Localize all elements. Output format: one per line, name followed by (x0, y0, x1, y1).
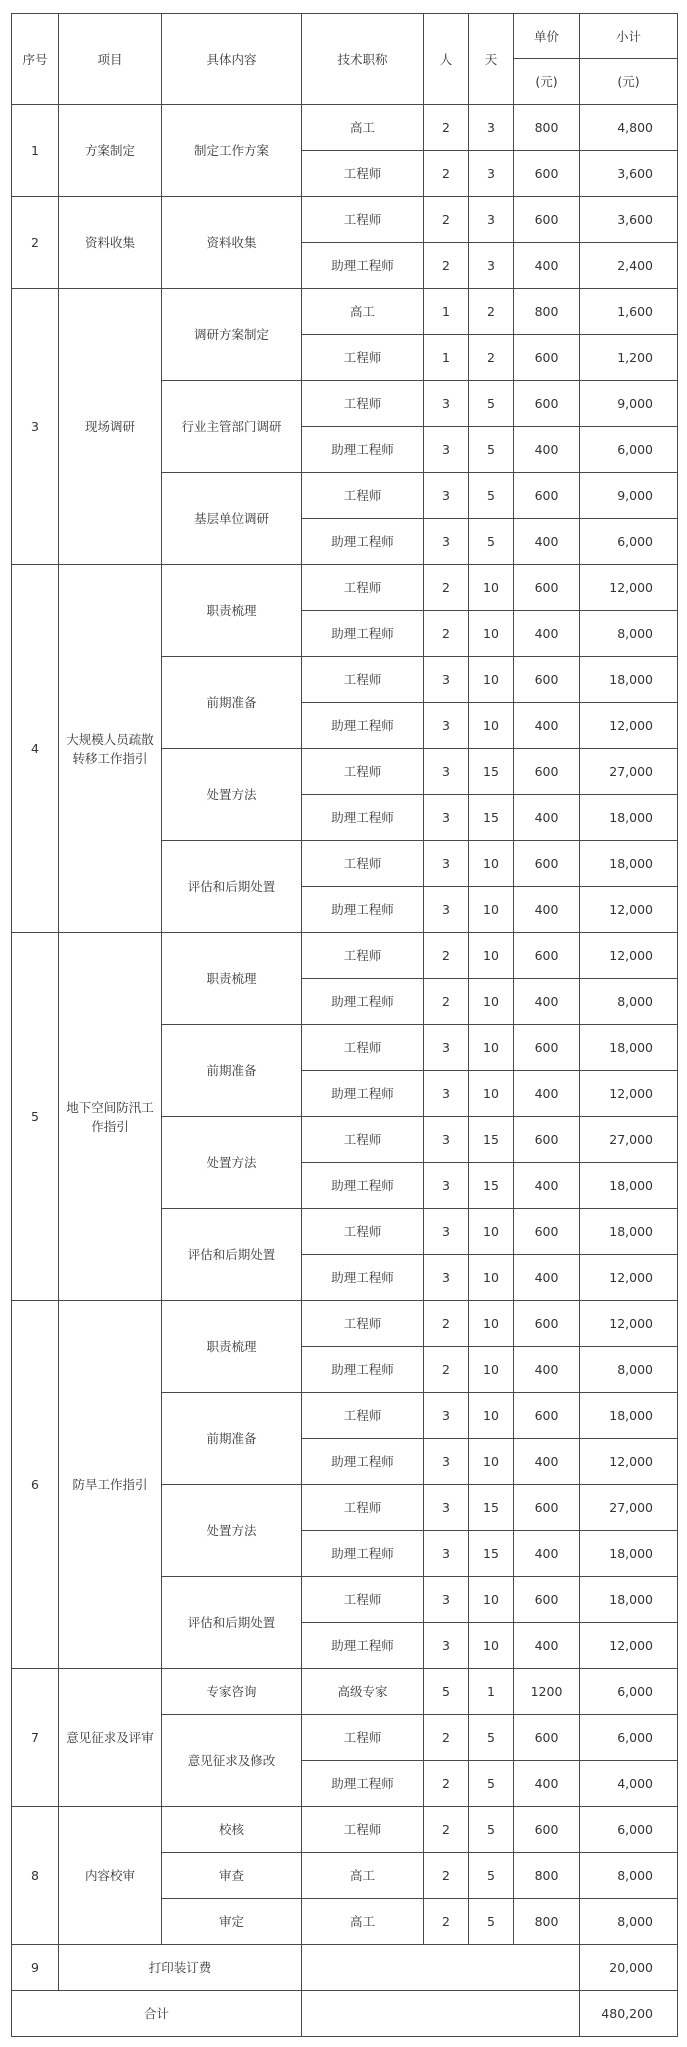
row-subtotal: 6,000 (580, 1807, 678, 1853)
row-subtotal: 8,000 (580, 611, 678, 657)
row-days: 5 (469, 1853, 514, 1899)
row-days: 10 (469, 1209, 514, 1255)
row-days: 10 (469, 1255, 514, 1301)
row-price: 400 (514, 1623, 580, 1669)
row-people: 2 (424, 1899, 469, 1945)
row-content: 处置方法 (162, 749, 302, 841)
row-content: 处置方法 (162, 1117, 302, 1209)
row-title: 工程师 (302, 1577, 424, 1623)
row-title: 工程师 (302, 335, 424, 381)
row-price: 600 (514, 381, 580, 427)
row-days: 5 (469, 519, 514, 565)
header-row (12, 14, 678, 59)
row-days: 2 (469, 289, 514, 335)
row-seq: 1 (12, 105, 59, 197)
row-content: 职责梳理 (162, 1301, 302, 1393)
row-price: 400 (514, 795, 580, 841)
row-price: 600 (514, 1485, 580, 1531)
row-days: 10 (469, 1071, 514, 1117)
row-subtotal: 18,000 (580, 657, 678, 703)
row-subtotal: 8,000 (580, 979, 678, 1025)
row-subtotal: 27,000 (580, 749, 678, 795)
table-row (12, 1807, 678, 1853)
row-subtotal: 6,000 (580, 427, 678, 473)
table-row (12, 197, 678, 243)
total-row (12, 1991, 678, 2037)
row-days: 10 (469, 1439, 514, 1485)
row-price: 600 (514, 1117, 580, 1163)
row-price: 400 (514, 1347, 580, 1393)
row-price: 600 (514, 1393, 580, 1439)
printing-blank (302, 1945, 580, 1991)
row-days: 10 (469, 841, 514, 887)
budget-table-body (12, 14, 678, 2037)
row-people: 3 (424, 1255, 469, 1301)
row-price: 600 (514, 1807, 580, 1853)
row-people: 3 (424, 1485, 469, 1531)
row-price: 800 (514, 1899, 580, 1945)
row-title: 工程师 (302, 1393, 424, 1439)
header-price-unit: (元) (514, 59, 580, 105)
printing-seq: 9 (12, 1945, 59, 1991)
row-people: 3 (424, 1117, 469, 1163)
row-seq: 3 (12, 289, 59, 565)
row-price: 400 (514, 703, 580, 749)
row-seq: 7 (12, 1669, 59, 1807)
row-title: 助理工程师 (302, 1439, 424, 1485)
row-content: 调研方案制定 (162, 289, 302, 381)
row-content: 意见征求及修改 (162, 1715, 302, 1807)
row-days: 10 (469, 1623, 514, 1669)
row-seq: 8 (12, 1807, 59, 1945)
total-label: 合计 (12, 1991, 302, 2037)
row-people: 2 (424, 565, 469, 611)
row-days: 3 (469, 151, 514, 197)
row-content: 评估和后期处置 (162, 1209, 302, 1301)
row-price: 800 (514, 1853, 580, 1899)
row-content: 处置方法 (162, 1485, 302, 1577)
row-days: 5 (469, 427, 514, 473)
header-days: 天 (469, 14, 514, 105)
row-title: 助理工程师 (302, 887, 424, 933)
row-title: 工程师 (302, 841, 424, 887)
row-days: 3 (469, 197, 514, 243)
row-days: 10 (469, 611, 514, 657)
row-subtotal: 4,000 (580, 1761, 678, 1807)
row-subtotal: 12,000 (580, 1301, 678, 1347)
row-people: 2 (424, 1301, 469, 1347)
row-people: 2 (424, 1761, 469, 1807)
row-content: 评估和后期处置 (162, 841, 302, 933)
row-subtotal: 3,600 (580, 197, 678, 243)
row-title: 助理工程师 (302, 1531, 424, 1577)
row-days: 5 (469, 1807, 514, 1853)
row-people: 3 (424, 519, 469, 565)
row-content: 前期准备 (162, 657, 302, 749)
row-subtotal: 9,000 (580, 381, 678, 427)
row-title: 助理工程师 (302, 1255, 424, 1301)
row-title: 高工 (302, 1899, 424, 1945)
row-content: 专家咨询 (162, 1669, 302, 1715)
row-price: 400 (514, 1163, 580, 1209)
row-price: 400 (514, 887, 580, 933)
row-project: 防旱工作指引 (59, 1301, 162, 1669)
row-people: 3 (424, 1163, 469, 1209)
table-row (12, 565, 678, 611)
row-people: 3 (424, 1577, 469, 1623)
row-people: 2 (424, 243, 469, 289)
row-days: 5 (469, 1899, 514, 1945)
row-content: 审定 (162, 1899, 302, 1945)
row-title: 工程师 (302, 1485, 424, 1531)
row-title: 高级专家 (302, 1669, 424, 1715)
row-people: 3 (424, 381, 469, 427)
row-title: 工程师 (302, 1807, 424, 1853)
row-content: 前期准备 (162, 1393, 302, 1485)
row-days: 5 (469, 381, 514, 427)
row-days: 10 (469, 657, 514, 703)
table-row (12, 105, 678, 151)
total-value: 480,200 (580, 1991, 678, 2037)
row-subtotal: 27,000 (580, 1117, 678, 1163)
row-project: 地下空间防汛工作指引 (59, 933, 162, 1301)
row-days: 10 (469, 1301, 514, 1347)
row-people: 2 (424, 979, 469, 1025)
row-subtotal: 18,000 (580, 1577, 678, 1623)
row-price: 600 (514, 1209, 580, 1255)
row-project: 现场调研 (59, 289, 162, 565)
row-title: 工程师 (302, 381, 424, 427)
row-days: 2 (469, 335, 514, 381)
row-title: 工程师 (302, 473, 424, 519)
row-days: 3 (469, 105, 514, 151)
row-project: 资料收集 (59, 197, 162, 289)
row-subtotal: 6,000 (580, 519, 678, 565)
row-people: 3 (424, 887, 469, 933)
row-content: 行业主管部门调研 (162, 381, 302, 473)
row-days: 10 (469, 703, 514, 749)
header-people: 人 (424, 14, 469, 105)
row-project: 意见征求及评审 (59, 1669, 162, 1807)
row-people: 1 (424, 289, 469, 335)
printing-row (12, 1945, 678, 1991)
row-people: 2 (424, 105, 469, 151)
row-subtotal: 9,000 (580, 473, 678, 519)
printing-label: 打印装订费 (59, 1945, 302, 1991)
row-title: 助理工程师 (302, 1761, 424, 1807)
row-title: 工程师 (302, 1715, 424, 1761)
row-price: 400 (514, 611, 580, 657)
row-days: 10 (469, 979, 514, 1025)
row-days: 15 (469, 1485, 514, 1531)
row-price: 400 (514, 979, 580, 1025)
row-price: 600 (514, 657, 580, 703)
row-people: 3 (424, 1439, 469, 1485)
row-content: 基层单位调研 (162, 473, 302, 565)
row-people: 2 (424, 611, 469, 657)
row-people: 1 (424, 335, 469, 381)
row-subtotal: 3,600 (580, 151, 678, 197)
row-days: 5 (469, 473, 514, 519)
row-subtotal: 18,000 (580, 1209, 678, 1255)
row-price: 800 (514, 105, 580, 151)
row-people: 5 (424, 1669, 469, 1715)
row-people: 3 (424, 427, 469, 473)
row-days: 15 (469, 1163, 514, 1209)
row-price: 1200 (514, 1669, 580, 1715)
row-people: 3 (424, 1209, 469, 1255)
row-subtotal: 12,000 (580, 1071, 678, 1117)
budget-table-container (11, 13, 678, 2037)
row-people: 2 (424, 1347, 469, 1393)
row-price: 400 (514, 1761, 580, 1807)
row-subtotal: 18,000 (580, 1163, 678, 1209)
row-price: 600 (514, 1301, 580, 1347)
row-title: 工程师 (302, 565, 424, 611)
row-days: 10 (469, 1025, 514, 1071)
row-subtotal: 12,000 (580, 887, 678, 933)
row-seq: 4 (12, 565, 59, 933)
row-content: 职责梳理 (162, 933, 302, 1025)
header-project: 项目 (59, 14, 162, 105)
row-title: 助理工程师 (302, 979, 424, 1025)
row-title: 高工 (302, 1853, 424, 1899)
row-title: 助理工程师 (302, 1163, 424, 1209)
row-content: 评估和后期处置 (162, 1577, 302, 1669)
row-content: 制定工作方案 (162, 105, 302, 197)
row-price: 600 (514, 151, 580, 197)
row-subtotal: 6,000 (580, 1669, 678, 1715)
table-row (12, 1301, 678, 1347)
row-people: 2 (424, 1853, 469, 1899)
table-row (12, 1669, 678, 1715)
row-content: 前期准备 (162, 1025, 302, 1117)
row-title: 助理工程师 (302, 703, 424, 749)
header-content: 具体内容 (162, 14, 302, 105)
row-price: 400 (514, 1439, 580, 1485)
row-price: 600 (514, 749, 580, 795)
row-price: 400 (514, 1531, 580, 1577)
total-blank (302, 1991, 580, 2037)
row-subtotal: 12,000 (580, 933, 678, 979)
row-subtotal: 12,000 (580, 1255, 678, 1301)
table-row (12, 289, 678, 335)
row-price: 600 (514, 565, 580, 611)
row-project: 方案制定 (59, 105, 162, 197)
row-days: 10 (469, 1347, 514, 1393)
row-price: 600 (514, 1025, 580, 1071)
row-subtotal: 27,000 (580, 1485, 678, 1531)
row-price: 600 (514, 933, 580, 979)
row-title: 工程师 (302, 749, 424, 795)
row-price: 400 (514, 1255, 580, 1301)
row-people: 2 (424, 1715, 469, 1761)
row-seq: 6 (12, 1301, 59, 1669)
row-title: 助理工程师 (302, 611, 424, 657)
row-title: 助理工程师 (302, 1071, 424, 1117)
row-days: 5 (469, 1715, 514, 1761)
row-people: 3 (424, 1025, 469, 1071)
row-people: 3 (424, 795, 469, 841)
row-days: 5 (469, 1761, 514, 1807)
row-people: 3 (424, 657, 469, 703)
row-price: 800 (514, 289, 580, 335)
row-content: 资料收集 (162, 197, 302, 289)
row-people: 2 (424, 1807, 469, 1853)
row-subtotal: 2,400 (580, 243, 678, 289)
row-seq: 5 (12, 933, 59, 1301)
row-price: 600 (514, 841, 580, 887)
row-title: 助理工程师 (302, 519, 424, 565)
row-subtotal: 8,000 (580, 1347, 678, 1393)
row-title: 高工 (302, 289, 424, 335)
header-subtotal: 小计 (580, 14, 678, 59)
row-people: 3 (424, 1393, 469, 1439)
row-title: 助理工程师 (302, 243, 424, 289)
row-price: 400 (514, 427, 580, 473)
row-days: 3 (469, 243, 514, 289)
row-price: 400 (514, 243, 580, 289)
table-row (12, 933, 678, 979)
row-days: 10 (469, 887, 514, 933)
row-subtotal: 8,000 (580, 1853, 678, 1899)
row-people: 3 (424, 473, 469, 519)
row-subtotal: 18,000 (580, 841, 678, 887)
row-people: 3 (424, 1531, 469, 1577)
row-people: 2 (424, 197, 469, 243)
header-price: 单价 (514, 14, 580, 59)
row-people: 3 (424, 749, 469, 795)
row-people: 2 (424, 151, 469, 197)
row-subtotal: 18,000 (580, 1531, 678, 1577)
row-subtotal: 18,000 (580, 1393, 678, 1439)
row-days: 15 (469, 795, 514, 841)
row-title: 工程师 (302, 151, 424, 197)
row-project: 大规模人员疏散转移工作指引 (59, 565, 162, 933)
row-days: 10 (469, 1577, 514, 1623)
row-subtotal: 1,600 (580, 289, 678, 335)
row-days: 10 (469, 565, 514, 611)
row-subtotal: 12,000 (580, 1439, 678, 1485)
row-title: 高工 (302, 105, 424, 151)
row-subtotal: 18,000 (580, 795, 678, 841)
row-subtotal: 4,800 (580, 105, 678, 151)
row-price: 600 (514, 335, 580, 381)
row-title: 工程师 (302, 197, 424, 243)
row-people: 3 (424, 1071, 469, 1117)
row-subtotal: 6,000 (580, 1715, 678, 1761)
row-content: 校核 (162, 1807, 302, 1853)
row-price: 400 (514, 1071, 580, 1117)
row-people: 3 (424, 703, 469, 749)
row-people: 3 (424, 1623, 469, 1669)
row-title: 助理工程师 (302, 1623, 424, 1669)
row-project: 内容校审 (59, 1807, 162, 1945)
row-seq: 2 (12, 197, 59, 289)
row-days: 15 (469, 1531, 514, 1577)
row-title: 工程师 (302, 1117, 424, 1163)
row-title: 助理工程师 (302, 1347, 424, 1393)
row-title: 工程师 (302, 1209, 424, 1255)
budget-table (11, 13, 678, 2037)
row-title: 助理工程师 (302, 795, 424, 841)
row-price: 600 (514, 473, 580, 519)
row-people: 2 (424, 933, 469, 979)
row-title: 工程师 (302, 933, 424, 979)
row-days: 15 (469, 1117, 514, 1163)
row-days: 1 (469, 1669, 514, 1715)
row-days: 10 (469, 1393, 514, 1439)
header-title: 技术职称 (302, 14, 424, 105)
row-days: 15 (469, 749, 514, 795)
row-content: 审查 (162, 1853, 302, 1899)
row-title: 工程师 (302, 1025, 424, 1071)
row-price: 400 (514, 519, 580, 565)
row-days: 10 (469, 933, 514, 979)
row-subtotal: 12,000 (580, 1623, 678, 1669)
row-people: 3 (424, 841, 469, 887)
row-subtotal: 1,200 (580, 335, 678, 381)
row-subtotal: 18,000 (580, 1025, 678, 1071)
row-title: 工程师 (302, 657, 424, 703)
row-title: 助理工程师 (302, 427, 424, 473)
row-price: 600 (514, 1577, 580, 1623)
row-price: 600 (514, 1715, 580, 1761)
row-content: 职责梳理 (162, 565, 302, 657)
row-subtotal: 8,000 (580, 1899, 678, 1945)
row-subtotal: 12,000 (580, 565, 678, 611)
header-seq: 序号 (12, 14, 59, 105)
printing-subtotal: 20,000 (580, 1945, 678, 1991)
row-title: 工程师 (302, 1301, 424, 1347)
row-price: 600 (514, 197, 580, 243)
header-subtotal-unit: (元) (580, 59, 678, 105)
row-subtotal: 12,000 (580, 703, 678, 749)
